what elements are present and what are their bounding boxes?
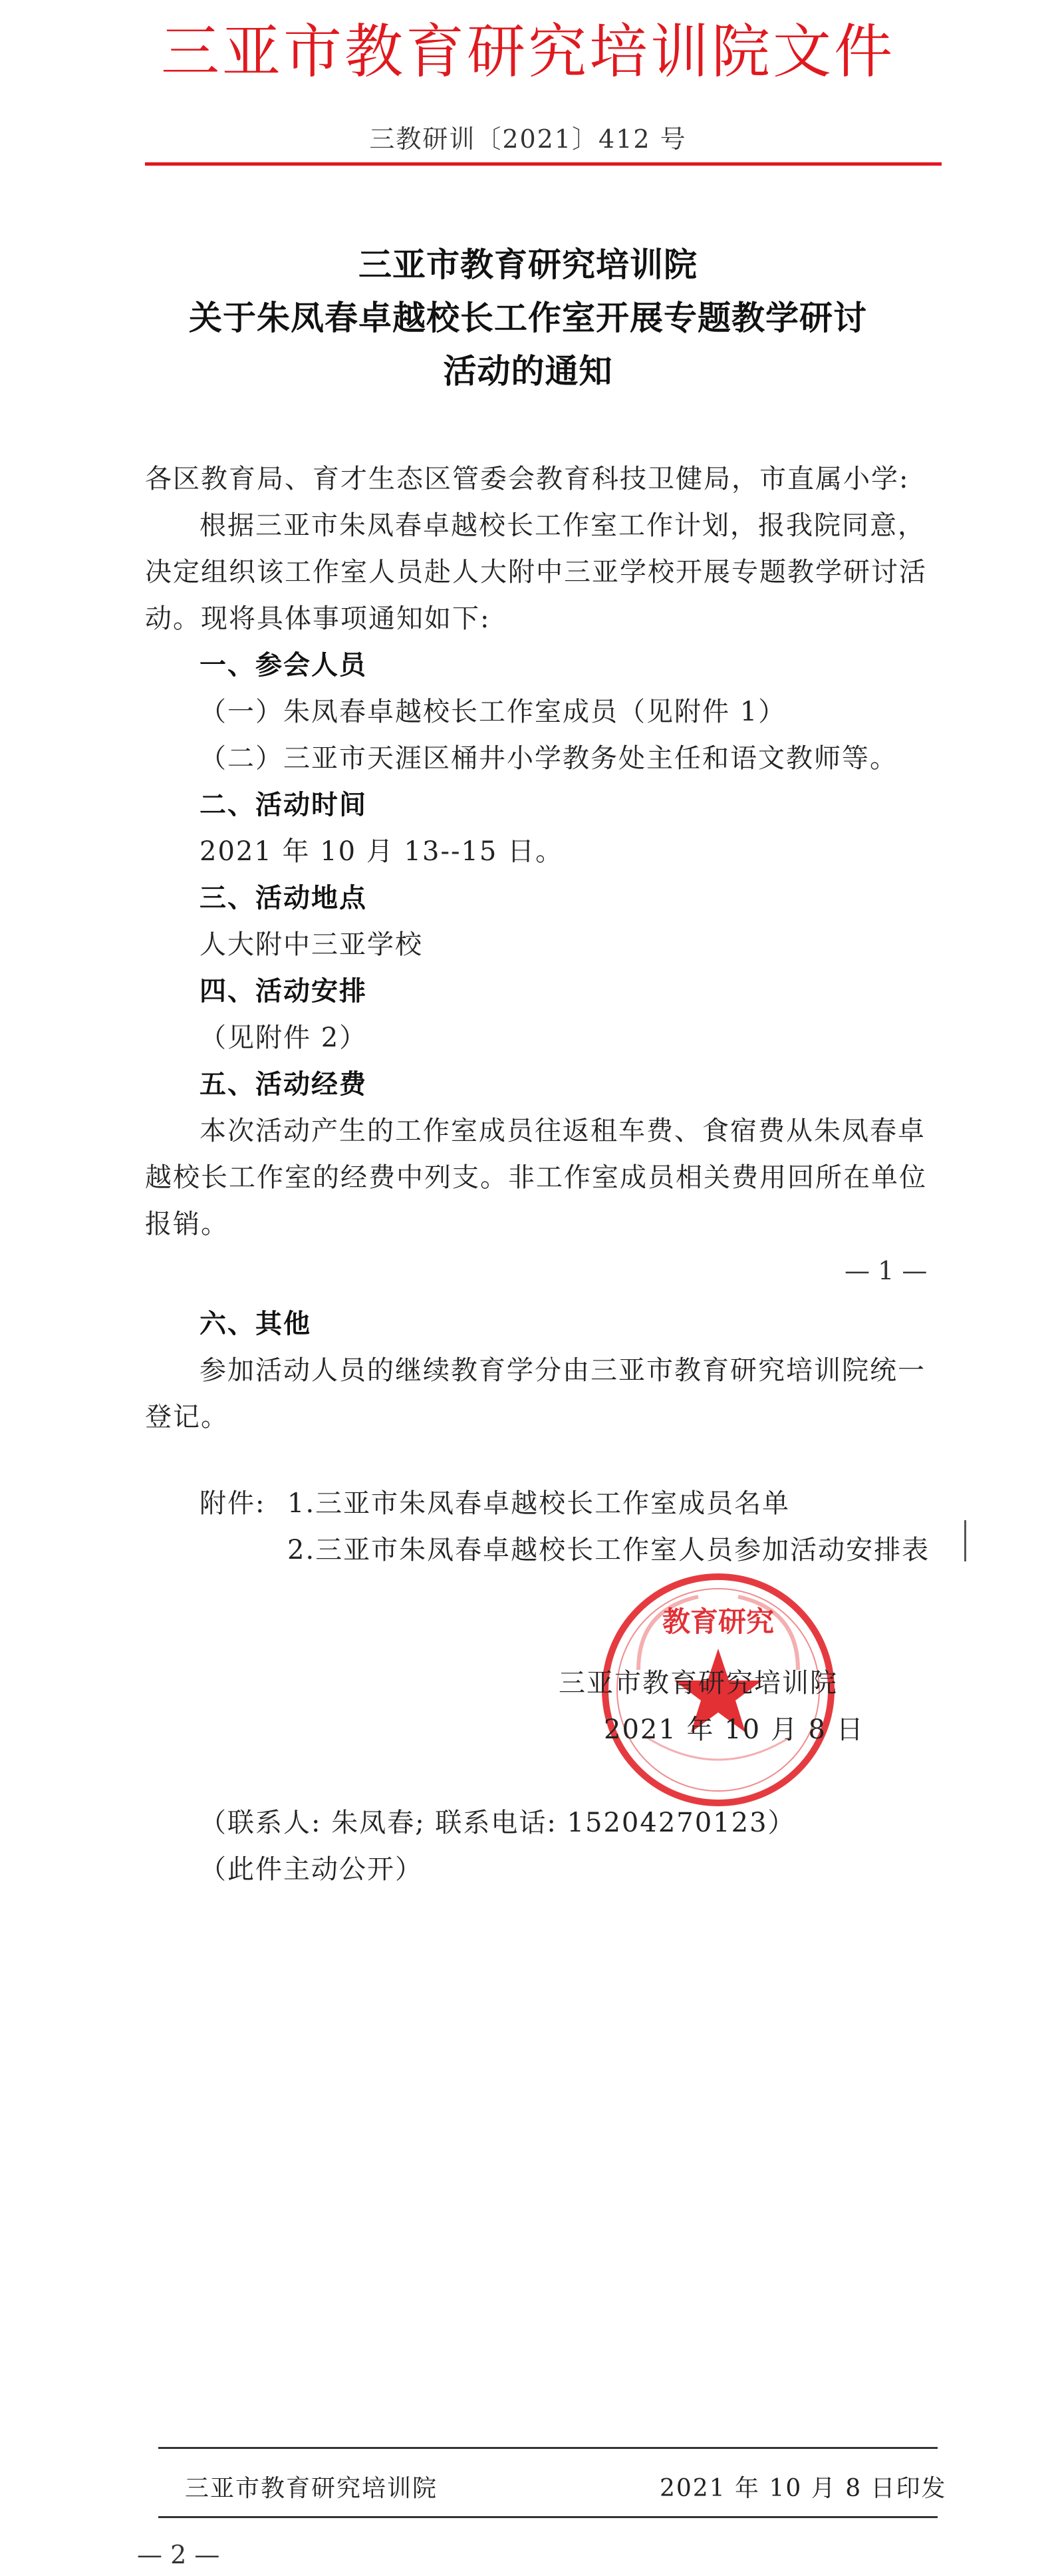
- footer-top-rule: [158, 2447, 938, 2449]
- section-4-heading: 四、活动安排: [199, 975, 367, 1007]
- section-1-item-1: （一）朱凤春卓越校长工作室成员（见附件 1）: [199, 697, 787, 727]
- contact-info: （联系人: 朱凤春; 联系电话: 15204270123）: [199, 1808, 796, 1838]
- page-1-number: — 1 —: [845, 1256, 928, 1285]
- page-2-number: — 2 —: [137, 2540, 220, 2569]
- section-3-text: 人大附中三亚学校: [199, 929, 423, 960]
- notice-title-line-2: 关于朱凤春卓越校长工作室开展专题教学研讨: [189, 298, 867, 337]
- intro-line-2: 决定组织该工作室人员赴人大附中三亚学校开展专题教学研讨活: [145, 557, 927, 587]
- salutation: 各区教育局、育才生态区管委会教育科技卫健局，市直属小学:: [145, 464, 910, 494]
- attachments-label: 附件:: [199, 1488, 266, 1519]
- header-red-rule: [145, 162, 942, 166]
- footer-print-date: 2021 年 10 月 8 日印发: [660, 2475, 947, 2502]
- section-5-line-1: 本次活动产生的工作室成员往返租车费、食宿费从朱凤春卓: [199, 1116, 926, 1146]
- attachment-item-2: 2.三亚市朱凤春卓越校长工作室人员参加活动安排表: [287, 1535, 930, 1565]
- section-1-item-2: （二）三亚市天涯区桶井小学教务处主任和语文教师等。: [199, 743, 898, 774]
- notice-title-line-3: 活动的通知: [443, 351, 613, 391]
- notice-title-line-1: 三亚市教育研究培训院: [358, 245, 698, 284]
- section-6-line-2: 登记。: [145, 1402, 229, 1432]
- section-5-line-3: 报销。: [145, 1209, 229, 1239]
- section-1-heading: 一、参会人员: [199, 649, 367, 681]
- footer-org: 三亚市教育研究培训院: [185, 2475, 438, 2502]
- section-6-heading: 六、其他: [199, 1308, 311, 1339]
- section-3-heading: 三、活动地点: [199, 882, 367, 913]
- section-2-text: 2021 年 10 月 13--15 日。: [199, 836, 564, 867]
- section-6-line-1: 参加活动人员的继续教育学分由三亚市教育研究培训院统一: [199, 1355, 926, 1386]
- stamp-text: 教育研究: [662, 1605, 775, 1638]
- document-header-title: 三亚市教育研究培训院文件: [160, 17, 895, 86]
- document-number: 三教研训〔2021〕412 号: [369, 124, 687, 154]
- footer-bottom-rule: [158, 2516, 938, 2518]
- section-5-line-2: 越校长工作室的经费中列支。非工作室成员相关费用回所在单位: [145, 1162, 927, 1193]
- attachment-item-1: 1.三亚市朱凤春卓越校长工作室成员名单: [287, 1488, 791, 1519]
- intro-line-3: 动。现将具体事项通知如下:: [145, 603, 491, 634]
- signature-date: 2021 年 10 月 8 日: [604, 1714, 864, 1745]
- section-4-text: （见附件 2）: [199, 1023, 368, 1053]
- disclosure-note: （此件主动公开）: [199, 1854, 423, 1885]
- signature-org: 三亚市教育研究培训院: [559, 1668, 838, 1698]
- margin-mark: [964, 1520, 966, 1561]
- section-5-heading: 五、活动经费: [199, 1068, 367, 1100]
- intro-line-1: 根据三亚市朱凤春卓越校长工作室工作计划，报我院同意，: [199, 510, 926, 541]
- section-2-heading: 二、活动时间: [199, 789, 367, 820]
